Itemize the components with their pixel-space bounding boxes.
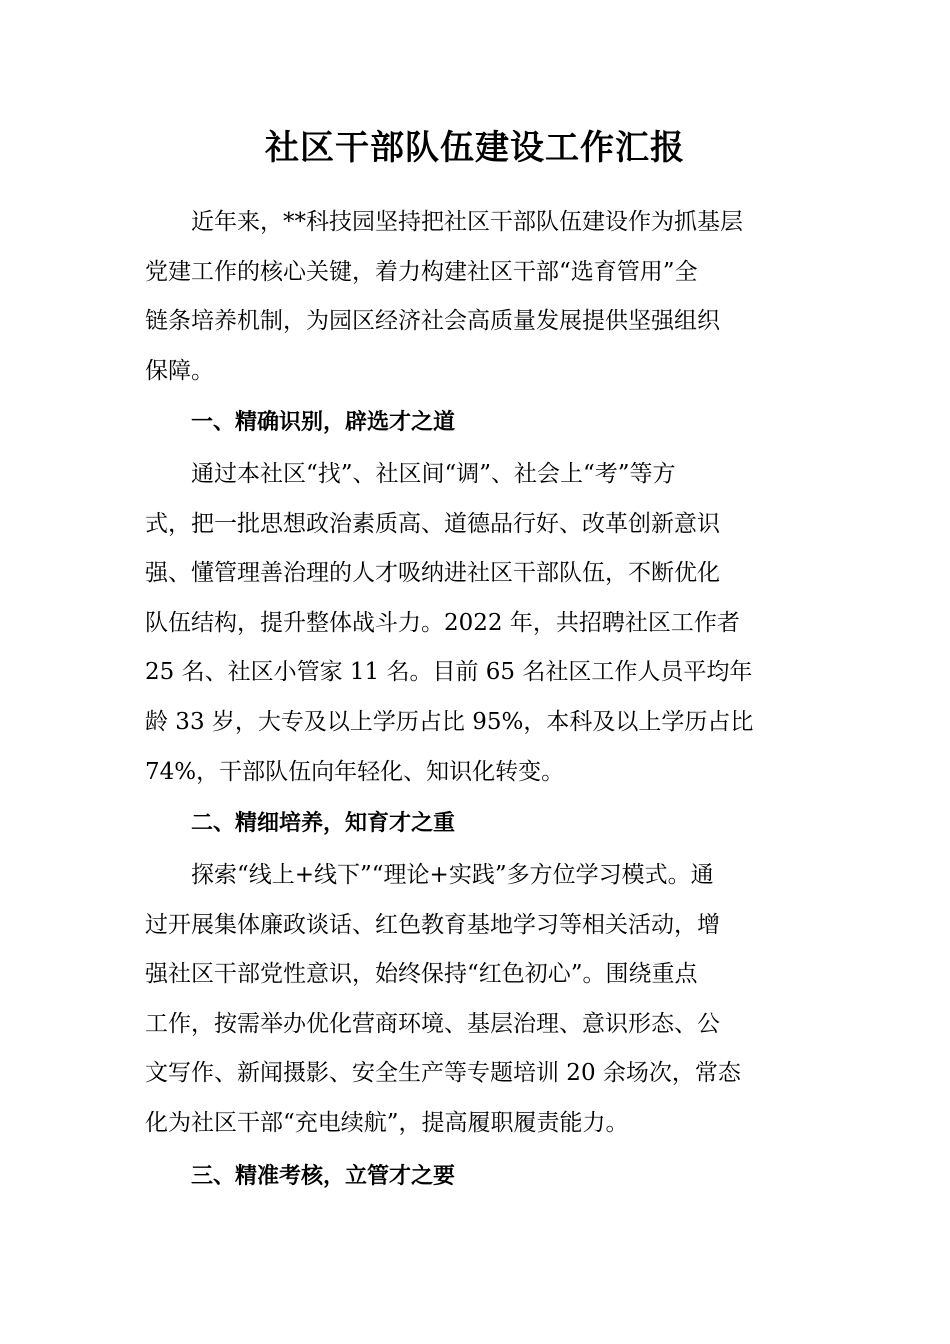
paragraph-line: 化为社区干部“充电续航”，提高履职履责能力。: [145, 1109, 629, 1136]
paragraph-line: 保障。: [145, 357, 214, 384]
paragraph-line: 工作，按需举办优化营商环境、基层治理、意识形态、公: [145, 1010, 720, 1037]
section-heading-3: 三、精准考核，立管才之要: [191, 1164, 456, 1189]
page-title: 社区干部队伍建设工作汇报: [265, 128, 685, 168]
paragraph-line: 通过本社区“找”、社区间“调”、社会上“考”等方: [191, 461, 676, 487]
section-heading-2: 二、精细培养，知育才之重: [191, 811, 456, 836]
paragraph-line: 过开展集体廉政谈话、红色教育基地学习等相关活动，增: [145, 911, 720, 938]
paragraph-line: 党建工作的核心关键，着力构建社区干部“选育管用”全: [145, 258, 698, 285]
paragraph-line: 龄 33 岁，大专及以上学历占比 95%，本科及以上学历占比: [145, 708, 754, 735]
paragraph-line: 74%，干部队伍向年轻化、知识化转变。: [145, 758, 565, 785]
paragraph-line: 强社区干部党性意识，始终保持“红色初心”。围绕重点: [145, 961, 698, 988]
intro-paragraph: [145, 198, 809, 396]
paragraph-line: 链条培养机制，为园区经济社会高质量发展提供坚强组织: [145, 308, 720, 335]
paragraph-line: 强、懂管理善治理的人才吸纳进社区干部队伍，不断优化: [145, 560, 720, 587]
paragraph-line: 25 名、社区小管家 11 名。目前 65 名社区工作人员平均年: [145, 659, 753, 686]
paragraph-line: 式，把一批思想政治素质高、道德品行好、改革创新意识: [145, 510, 720, 537]
section-heading-1: 一、精确识别，辟选才之道: [191, 410, 456, 435]
paragraph-line: 探索“线上+线下”“理论+实践”多方位学习模式。通: [191, 862, 714, 888]
section-2-paragraph: [145, 851, 809, 1149]
paragraph-line: 文写作、新闻摄影、安全生产等专题培训 20 余场次，常态: [145, 1060, 741, 1087]
paragraph-line: 近年来，**科技园坚持把社区干部队伍建设作为抓基层: [191, 209, 743, 235]
section-1-paragraph: [145, 450, 809, 797]
paragraph-line: 队伍结构，提升整体战斗力。2022 年，共招聘社区工作者: [145, 609, 740, 636]
